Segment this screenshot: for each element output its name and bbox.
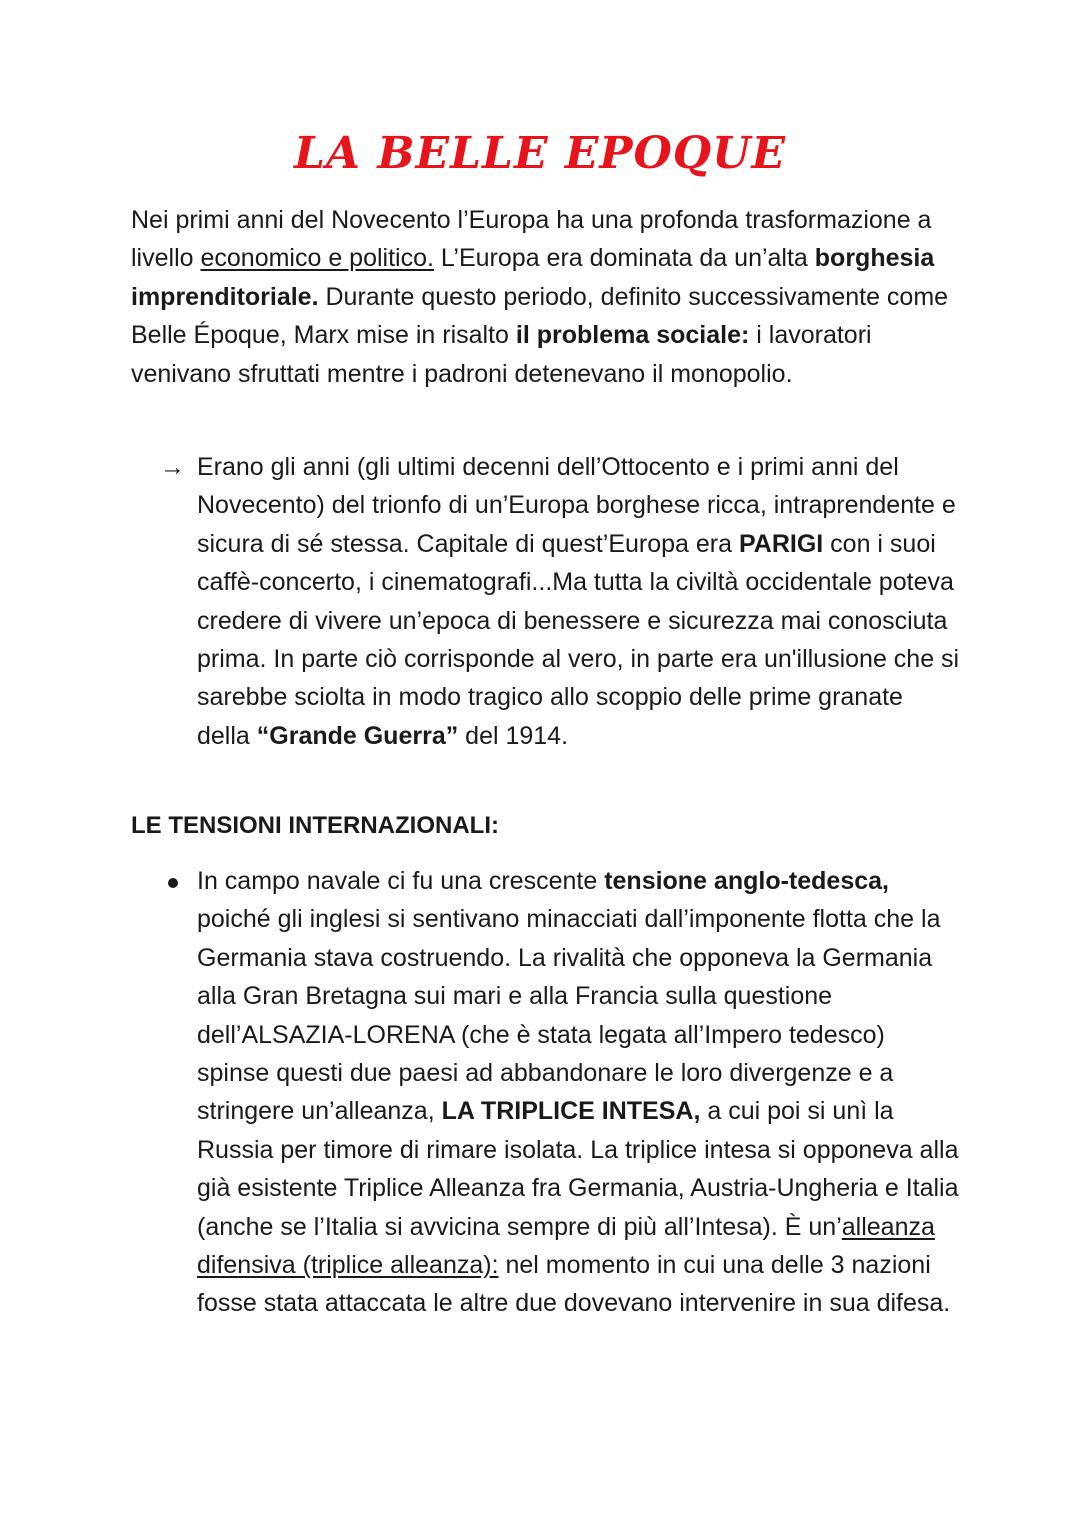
arrow-bold-paris: PARIGI — [738, 529, 824, 558]
arrow-bold-great-war: “Grande Guerra” — [256, 721, 459, 750]
arrow-paragraph — [160, 448, 960, 755]
bullet-icon — [168, 878, 178, 888]
arrow-text-3: del 1914. — [458, 721, 569, 750]
intro-text-2: L’Europa era dominata da un’alta — [433, 244, 815, 273]
page-title: LA BELLE EPOQUE — [293, 128, 787, 179]
intro-text-1: Nei primi anni del Novecento l’Europa ha una profonda trasformazione a livello — [131, 206, 932, 273]
right-arrow-icon: → — [160, 453, 185, 481]
bullet-text-1: In campo navale ci fu una crescente — [197, 867, 605, 895]
intro-text-3: Durante questo periodo, definito successivamente come Belle Époque, Marx mise in risalto — [131, 282, 949, 350]
bullet-bold-triple-entente: LA TRIPLICE INTESA, — [441, 1097, 701, 1126]
bullet-paragraph-text — [197, 862, 960, 1323]
bullet-text-2: poiché gli inglesi si sentivano minacciati dall’imponente flotta che la Germania stava costruendo. La rivalità che opponeva la Germania alla Gran Bretagna sui mari e alla Francia sulla questione dell’ALSAZIA-LORENA (che è stata legata all’Impero tedesco) spinse questi due paesi ad abbandonare le loro divergenze e a stringere un’alleanza, — [197, 905, 941, 1126]
bullet-text-3: a cui poi si unì la Russia per timore di rimare isolata. La triplice intesa si opponeva alla già esistente Triplice Alleanza fra Germania, Austria-Ungheria e Italia (anche se l’Italia si avvicina sempre di più all’Intesa). È un’ — [197, 1097, 959, 1241]
intro-paragraph — [131, 201, 961, 393]
intro-bold-social-problem: il problema sociale: — [515, 321, 750, 350]
intro-text-4: i lavoratori venivano sfruttati mentre i padroni detenevano il monopolio. — [131, 321, 872, 388]
intro-underline-economic-political: economico e politico. — [200, 244, 434, 273]
intro-bold-bourgeoisie: borghesia imprenditoriale. — [131, 244, 935, 311]
arrow-paragraph-text — [197, 448, 960, 755]
bullet-underline-defensive-alliance: alleanza difensiva (triplice alleanza): — [197, 1212, 935, 1280]
bullet-paragraph — [160, 862, 960, 1323]
bullet-bold-anglo-german-tension: tensione anglo-tedesca, — [604, 867, 889, 895]
bullet-text-4: nel momento in cui una delle 3 nazioni fosse stata attaccata le altre due dovevano intervenire in sua difesa. — [197, 1251, 951, 1318]
arrow-text-2: con i suoi caffè-concerto, i cinematografi...Ma tutta la civiltà occidentale poteva credere di vivere un’epoca di benessere e sicurezza mai conosciuta prima. In parte ciò corrisponde al vero, in parte era un'illusione che si sarebbe sciolta in modo tragico allo scoppio delle prime granate della — [197, 529, 960, 750]
arrow-text-1: Erano gli anni (gli ultimi decenni dell’Ottocento e i primi anni del Novecento) del trionfo di un’Europa borghese ricca, intraprendente e sicura di sé stessa. Capitale di quest’Europa era — [197, 453, 956, 558]
section-heading: LE TENSIONI INTERNAZIONALI: — [131, 812, 499, 839]
